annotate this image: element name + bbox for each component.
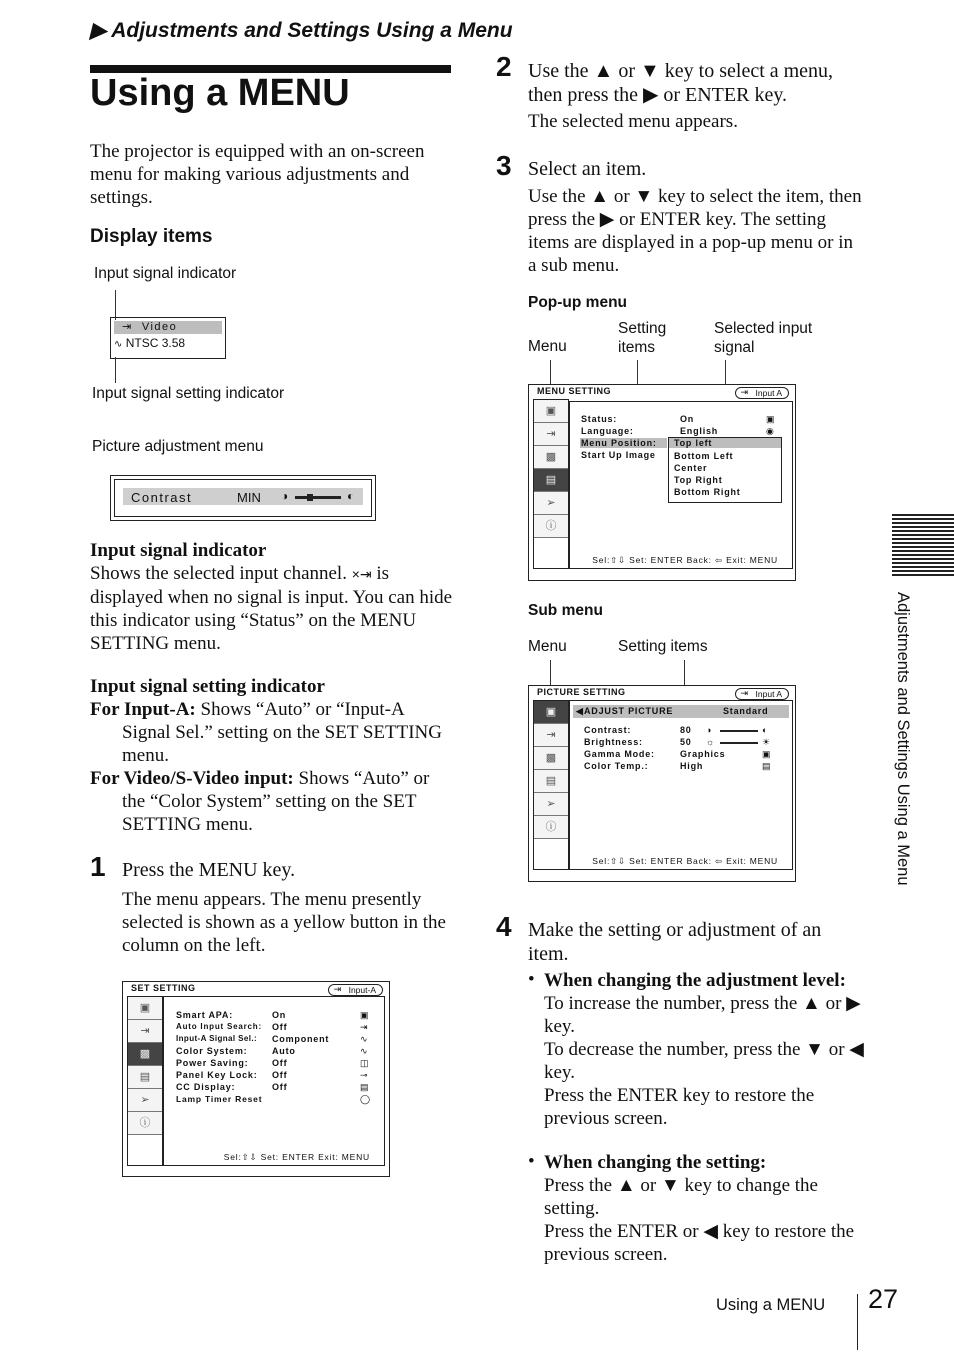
information-menu-icon[interactable]: ⓘ (534, 816, 568, 839)
setting-value: Off (272, 1070, 288, 1080)
setting-value: High (680, 761, 704, 771)
bullet-dot: • (528, 1151, 535, 1172)
power-saving-icon: ◫ (360, 1058, 370, 1068)
indicator-video-row: ⇥ Video (114, 321, 222, 334)
submenu-heading: Sub menu (528, 602, 603, 619)
setting-value: On (680, 414, 695, 424)
setting-name: Gamma Mode: (584, 749, 655, 759)
setting-value: Off (272, 1058, 288, 1068)
installation-menu-icon[interactable]: ➢ (534, 793, 568, 816)
input-a-item: For Input-A: Shows “Auto” or “Input-A Signal Sel.” setting on the SET SETTING menu. (90, 699, 442, 766)
set-setting-screen (122, 981, 390, 1177)
contrast-low-icon: ◑ (281, 489, 289, 503)
contrast-low-icon: ◑ (706, 725, 713, 735)
brightness-low-icon: ☼ (706, 737, 716, 747)
step-4-bullet-2: When changing the setting: Press the ▲ or ▼ key to change the setting. Press the ENTER or ◀ key to restore the previous screen. (544, 1152, 855, 1265)
input-signal-indicator-section (90, 539, 455, 655)
contrast-high-icon: ◐ (347, 489, 355, 503)
picture-setting-screen (528, 685, 796, 882)
setting-value: Graphics (680, 749, 726, 759)
intro-paragraph: The projector is equipped with an on-screen menu for making various adjustments and settings. (90, 141, 425, 208)
step-3-main: Select an item. (528, 158, 647, 180)
contrast-label: Contrast (131, 490, 193, 505)
set-setting-menu-icon[interactable]: ▩ (128, 1043, 162, 1066)
smart-apa-icon: ▣ (360, 1010, 370, 1020)
menu-setting-screen (528, 384, 796, 581)
status-icon: ▣ (766, 414, 776, 424)
popup-option[interactable]: Bottom Right (674, 487, 741, 497)
submenu-menu-label: Menu (528, 638, 567, 655)
page-title: Using a MENU (90, 72, 350, 114)
setting-value: Auto (272, 1046, 296, 1056)
set-setting-pane (163, 996, 385, 1166)
setting-value: 50 (680, 737, 692, 747)
input-signal-indicator-label: Input signal indicator (94, 265, 237, 282)
brightness-slider[interactable] (720, 742, 758, 744)
setting-value: On (272, 1010, 287, 1020)
brightness-high-icon: ☀ (762, 737, 771, 747)
input-menu-icon[interactable]: ⇥ (534, 724, 568, 747)
screen-title: MENU SETTING (537, 386, 612, 396)
contrast-box (110, 475, 376, 521)
setting-name: Color System: (176, 1046, 248, 1056)
no-signal-icon: ×⇥ (351, 566, 372, 582)
contrast-value: MIN (237, 490, 261, 505)
setting-name: Contrast: (584, 725, 632, 735)
page-number: 27 (868, 1284, 899, 1314)
setting-name: Brightness: (584, 737, 643, 747)
contrast-slider-knob (307, 494, 313, 501)
side-tab-text: Adjustments and Settings Using a Menu (894, 592, 912, 886)
setting-name: Status: (581, 414, 618, 424)
step-4-number: 4 (496, 911, 512, 942)
video-input-item: For Video/S-Video input: Shows “Auto” or the “Color System” setting on the SET SETTING menu. (90, 768, 430, 835)
information-menu-icon[interactable]: ⓘ (534, 515, 568, 538)
footer-divider (857, 1294, 858, 1350)
set-setting-menu-icon[interactable]: ▩ (534, 747, 568, 770)
section-title: ▶ Adjustments and Settings Using a Menu (90, 19, 513, 42)
screen-input-indicator: ⇥ Input-A (328, 984, 383, 996)
screen-footer: Sel:⇧⇩ Set: ENTER Back: ⇦ Exit: MENU (592, 555, 778, 565)
installation-menu-icon[interactable]: ➢ (534, 492, 568, 515)
input-signal-setting-indicator-heading: Input signal setting indicator (90, 676, 325, 697)
setting-name: Power Saving: (176, 1058, 249, 1068)
menu-icon-column (127, 996, 163, 1166)
setting-name: Input-A Signal Sel.: (176, 1034, 258, 1043)
input-signal-indicator-text: Shows the selected input channel. ×⇥ is displayed when no signal is input. You can hide this indicator using “Status” on the MENU SETTING menu. (90, 563, 453, 654)
contrast-high-icon: ◐ (762, 725, 769, 735)
screen-footer: Sel:⇧⇩ Set: ENTER Back: ⇦ Exit: MENU (592, 856, 778, 866)
cc-display-icon: ▤ (360, 1082, 370, 1092)
color-temp-icon: ▤ (762, 761, 772, 771)
input-menu-icon[interactable]: ⇥ (534, 423, 568, 446)
footer-section-name: Using a MENU (716, 1296, 826, 1314)
menu-setting-icon[interactable]: ▤ (128, 1066, 162, 1089)
screen-title: SET SETTING (131, 983, 196, 993)
picture-setting-pane (569, 700, 793, 870)
key-lock-icon: ⊸ (360, 1070, 369, 1080)
contrast-slider (295, 496, 341, 499)
indicator-box (110, 317, 226, 359)
menu-setting-icon[interactable]: ▤ (534, 469, 568, 492)
set-setting-menu-icon[interactable]: ▩ (534, 446, 568, 469)
submenu-setting-items-label: Setting items (618, 638, 708, 655)
input-icon: ⇥ (122, 321, 133, 333)
setting-name: Auto Input Search: (176, 1022, 262, 1031)
information-menu-icon[interactable]: ⓘ (128, 1112, 162, 1135)
signal-select-icon: ∿ (360, 1034, 369, 1044)
popup-option[interactable]: Top left (669, 438, 781, 448)
screen-title: PICTURE SETTING (537, 687, 626, 697)
input-signal-setting-indicator-label: Input signal setting indicator (92, 385, 285, 402)
submenu-header-name: ADJUST PICTURE (584, 706, 674, 716)
picture-menu-icon[interactable]: ▣ (534, 701, 568, 724)
step-4-main: Make the setting or adjustment of an item. (528, 919, 822, 965)
installation-menu-icon[interactable]: ➢ (128, 1089, 162, 1112)
triangle-right-icon: ▶ (90, 19, 107, 42)
setting-value: 80 (680, 725, 692, 735)
setting-value: English (680, 426, 719, 436)
step-2-number: 2 (496, 51, 512, 82)
gamma-icon: ▣ (762, 749, 772, 759)
input-signal-indicator-heading: Input signal indicator (90, 540, 267, 561)
picture-adjustment-menu-label: Picture adjustment menu (92, 438, 264, 455)
menu-position-row[interactable]: Menu Position: (580, 438, 667, 448)
contrast-slider[interactable] (720, 730, 758, 732)
menu-setting-pane (569, 401, 793, 569)
picture-menu-icon[interactable]: ▣ (534, 400, 568, 423)
setting-value: Off (272, 1022, 288, 1032)
side-tab-bars (892, 514, 954, 578)
menu-icon-column (533, 399, 569, 569)
step-1-main: Press the MENU key. (122, 859, 296, 881)
input-signal-setting-indicator-section (90, 675, 455, 836)
arrow-left-icon: ◀ (576, 706, 584, 716)
popup-option[interactable]: Top Right (674, 475, 723, 485)
picture-menu-icon[interactable]: ▣ (128, 997, 162, 1020)
setting-name: Start Up Image (581, 450, 656, 460)
popup-setting-items-label: Setting items (618, 320, 667, 356)
screen-input-indicator: ⇥ Input A (735, 688, 789, 700)
step-2-main: Use the ▲ or ▼ key to select a menu, then press the ▶ or ENTER key. (528, 60, 834, 106)
popup-heading: Pop-up menu (528, 294, 628, 311)
setting-name: Language: (581, 426, 634, 436)
input-menu-icon[interactable]: ⇥ (128, 1020, 162, 1043)
step-3-number: 3 (496, 150, 512, 181)
setting-name: Color Temp.: (584, 761, 649, 771)
setting-name: Smart APA: (176, 1010, 234, 1020)
step-1-detail: The menu appears. The menu presently selected is shown as a yellow button in the column on the left. (122, 889, 446, 956)
setting-value: Off (272, 1082, 288, 1092)
leader-line (115, 290, 116, 320)
menu-position-popup (668, 437, 782, 503)
setting-name: Panel Key Lock: (176, 1070, 258, 1080)
language-icon: ◉ (766, 426, 775, 436)
auto-input-search-icon: ⇥ (360, 1022, 369, 1032)
lamp-timer-icon: ◯ (360, 1094, 371, 1104)
popup-menu-label: Menu (528, 338, 567, 355)
step-3-detail: Use the ▲ or ▼ key to select the item, then press the ▶ or ENTER key. The setting items are displayed in a pop-up menu or in a sub menu. (528, 186, 862, 276)
menu-setting-icon[interactable]: ▤ (534, 770, 568, 793)
popup-option[interactable]: Center (674, 463, 708, 473)
screen-footer: Sel:⇧⇩ Set: ENTER Exit: MENU (223, 1152, 370, 1162)
bullet-dot: • (528, 969, 535, 990)
setting-name: CC Display: (176, 1082, 236, 1092)
setting-name: Lamp Timer Reset (176, 1094, 263, 1104)
screen-input-indicator: ⇥ Input A (735, 387, 789, 399)
step-2-detail: The selected menu appears. (528, 111, 738, 132)
menu-icon-column (533, 700, 569, 870)
display-items-heading: Display items (90, 226, 213, 247)
step-4-bullet-1: When changing the adjustment level: To increase the number, press the ▲ or ▶ key. To decrease the number, press the ▼ or ◀ key. Press the ENTER key to restore the previous screen. (544, 970, 864, 1129)
setting-value: Component (272, 1034, 330, 1044)
popup-option[interactable]: Bottom Left (674, 451, 734, 461)
submenu-header-value: Standard (723, 706, 769, 716)
popup-selected-input-label: Selected input signal (714, 320, 813, 356)
leader-line (115, 357, 116, 383)
signal-wave-icon: ∿ (114, 339, 123, 350)
step-1-number: 1 (90, 851, 106, 882)
indicator-signal-row: ∿ NTSC 3.58 (114, 336, 186, 350)
color-system-icon: ∿ (360, 1046, 369, 1056)
